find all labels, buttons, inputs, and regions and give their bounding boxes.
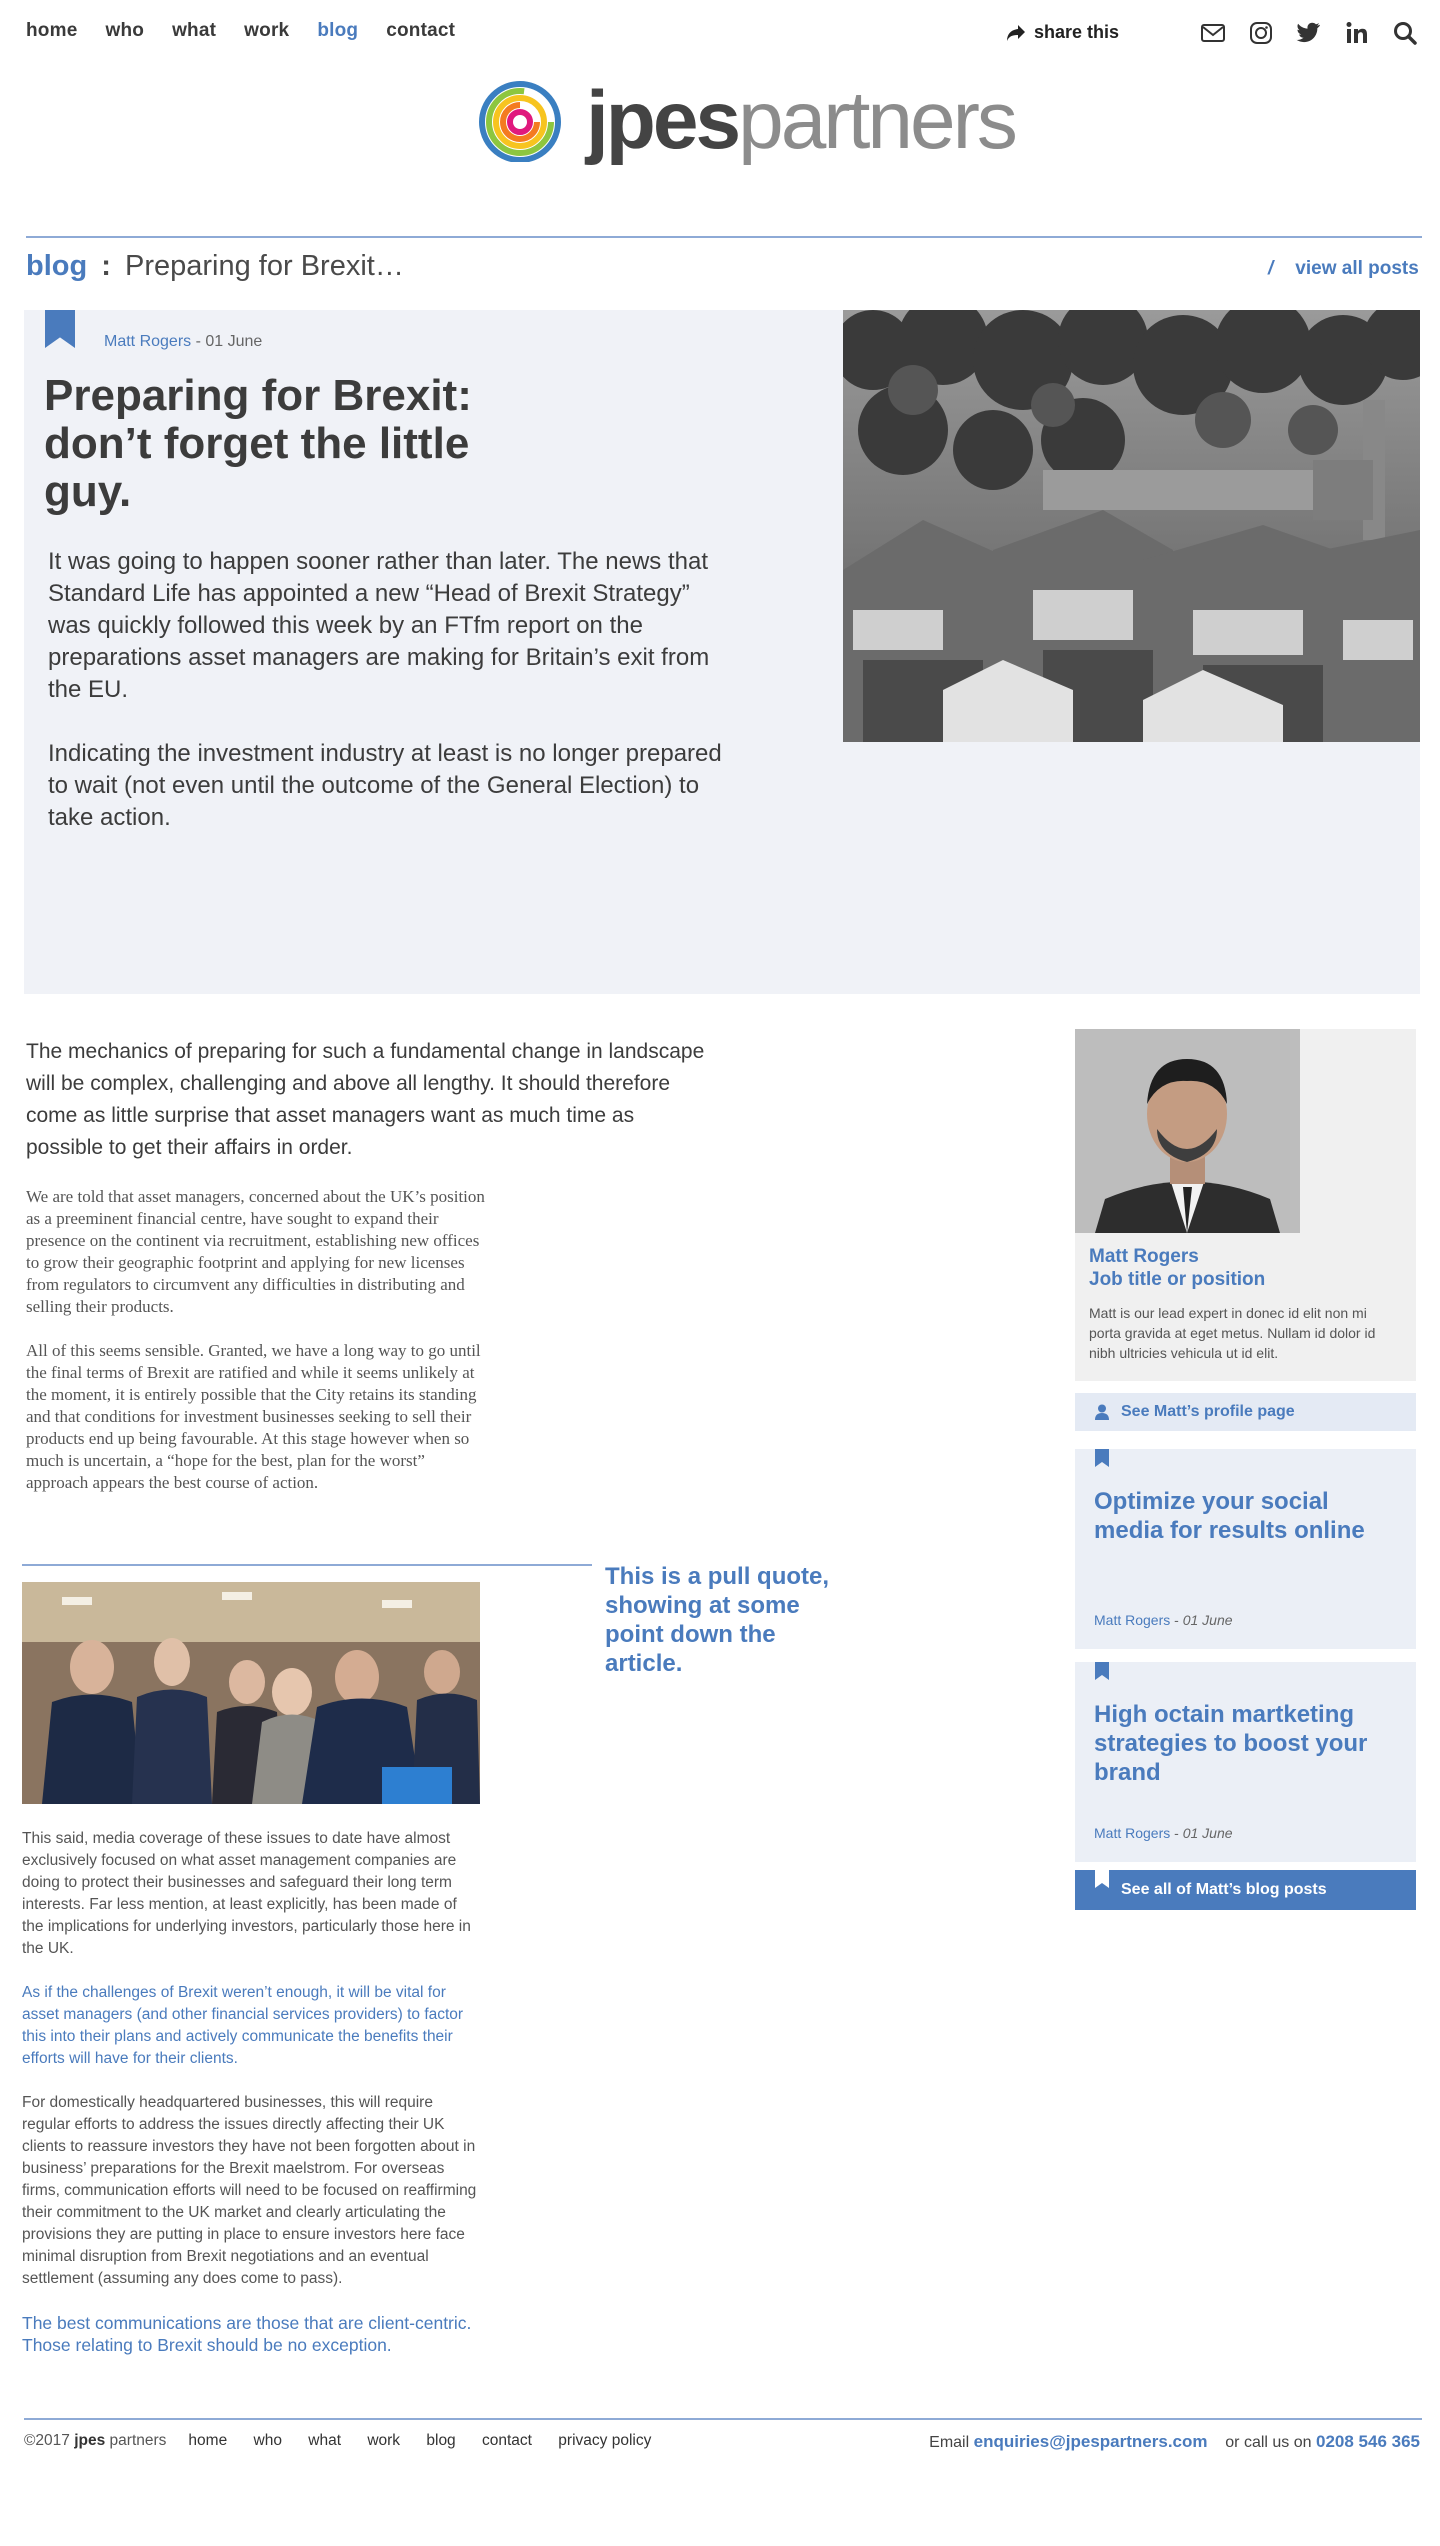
nav-contact[interactable]: contact [386,20,456,41]
social-links [1200,20,1418,46]
related-post-date: 01 June [1182,1825,1233,1841]
logo-bold: jpes [586,75,739,166]
share-icon [1006,24,1026,42]
email-link[interactable]: enquiries@jpespartners.com [973,2432,1208,2451]
author-profile-link[interactable] [1075,1393,1416,1431]
related-post-meta-sep: - [1170,1612,1183,1628]
footer-nav-contact[interactable]: contact [482,2432,532,2449]
instagram-icon[interactable] [1248,20,1274,46]
footer-brand-bold: jpes [74,2432,106,2449]
lead-paragraph: It was going to happen sooner rather than later. The news that Standard Life has appointed a new “Head of Brexit Strategy” was quickly followed this week by an FTfm report on the preparations asset managers are making for Britain’s exit from the EU. [48,548,710,703]
main-nav [26,20,483,42]
body-paragraph: For domestically headquartered businesses, this will require regular efforts to address the issues directly affecting their UK clients to reassure investors they have not been forgotten about in business’ preparations for the Brexit maelstrom. For overseas firms, communication efforts will need to be focused on reaffirming their commitment to the UK market and clearly articulating the provisions they are putting in place to ensure investors here face minimal disruption from Brexit negotiations and an eventual settlement (assuming any does come to pass). [22,2094,477,2287]
body-paragraph-closing: The best communications are those that are client-centric. Those relating to Brexit should be no exception. [22,2313,472,2355]
all-author-posts-button[interactable] [1075,1870,1416,1910]
footer-copyright [24,2432,166,2450]
article-body-top [26,1186,486,1516]
related-post-meta [1094,1825,1233,1841]
footer-contact [929,2432,1420,2452]
author-bio: Matt is our lead expert in donec id elit non mi porta gravida at eget metus. Nullam id dolor id nibh ultricies vehicula ut id elit. [1089,1305,1376,1361]
related-post-date: 01 June [1182,1612,1233,1628]
email-label: Email [929,2434,970,2451]
call-label: or call us on [1225,2434,1312,2451]
related-post-author: Matt Rogers [1094,1825,1171,1841]
site-logo[interactable] [476,75,1015,166]
bookmark-icon [1095,1870,1109,1888]
article-title: Preparing for Brexit: don’t forget the little guy. [44,371,472,516]
related-post-meta-sep: - [1170,1825,1183,1841]
breadcrumb-page: Preparing for Brexit… [125,250,404,282]
author-profile-link-label: See Matt’s profile page [1121,1403,1295,1420]
header-divider [26,236,1422,238]
footer-nav-who[interactable]: who [253,2432,282,2449]
author-name: Matt Rogers [1089,1246,1199,1267]
footer-left [24,2432,651,2450]
footer-nav-what[interactable]: what [308,2432,342,2449]
footer-nav-home[interactable]: home [188,2432,228,2449]
logo-mark-icon [476,80,564,162]
footer-nav-work[interactable]: work [367,2432,401,2449]
logo-light: partners [738,75,1015,166]
nav-blog[interactable]: blog [317,20,359,41]
all-author-posts-label: See all of Matt’s blog posts [1121,1881,1327,1898]
breadcrumb-section[interactable]: blog [26,250,88,282]
footer-nav [166,2432,651,2450]
linkedin-icon[interactable] [1344,20,1370,46]
footer-brand-light: partners [109,2432,167,2449]
author-name-block [1089,1245,1265,1291]
nav-home[interactable]: home [26,20,78,41]
related-post-title[interactable]: High octain martketing strategies to boost your brand [1094,1701,1368,1786]
body-paragraph: We are told that asset managers, concerned about the UK’s position as a preeminent financial centre, have sought to expand their presence on the continent via recruitment, establishing new offices to grow their geographic footprint and applying for new licenses from regulators to circumvent any difficulties in distributing and selling their products. [26,1187,485,1316]
footer-nav-blog[interactable]: blog [426,2432,456,2449]
related-post-meta [1094,1612,1233,1628]
view-all-posts-link[interactable] [1268,258,1419,280]
body-paragraph: All of this seems sensible. Granted, we have a long way to go until the final terms of Brexit are ratified and while it seems unlikely at the moment, it is entirely possible that the City retains its standing and that conditions for investment businesses seeking to sell their products end up being favourable. At this stage however when so much is uncertain, a “hope for the best, plan for the worst” approach appears the best course of action. [26,1341,481,1492]
mail-icon[interactable] [1200,20,1226,46]
body-paragraph-highlight: As if the challenges of Brexit weren’t enough, it will be vital for asset managers (and other financial services providers) to factor this into their plans and actively communicate the benefits their efforts will have for their clients. [22,1984,464,2067]
article-date: 01 June [205,333,263,350]
pull-quote-divider [22,1564,592,1566]
nav-work[interactable]: work [244,20,290,41]
lead-paragraph: Indicating the investment industry at least is no longer prepared to wait (not even until the outcome of the General Election) to take action. [48,740,722,831]
bookmark-icon [1095,1449,1109,1467]
related-post-card[interactable] [1075,1662,1416,1862]
nav-what[interactable]: what [172,20,217,41]
search-icon[interactable] [1392,20,1418,46]
related-post-card[interactable] [1075,1449,1416,1649]
copyright-year: ©2017 [24,2432,70,2449]
twitter-icon[interactable] [1296,20,1322,46]
body-paragraph: This said, media coverage of these issues to date have almost exclusively focused on what asset management companies are doing to protect their businesses and safeguard their long term interests. Far less mention, at least explicitly, has been made of the implications for underlying investors, particularly those here in the UK. [22,1830,471,1957]
article-photo [22,1582,480,1804]
share-label: share this [1034,22,1120,42]
related-post-title[interactable]: Optimize your social media for results online [1094,1488,1365,1544]
article-meta-sep: - [191,333,206,350]
footer-divider [24,2418,1422,2420]
view-all-slash: / [1268,258,1274,279]
breadcrumb-separator: : [101,250,111,282]
related-post-author: Matt Rogers [1094,1612,1171,1628]
footer-nav-privacy[interactable]: privacy policy [558,2432,652,2449]
view-all-label: view all posts [1295,258,1419,279]
breadcrumb [26,250,404,283]
author-position: Job title or position [1089,1269,1266,1290]
phone-link[interactable]: 0208 546 365 [1316,2432,1420,2451]
share-button[interactable] [1006,22,1119,43]
logo-wordmark [586,75,1015,166]
article-body-bottom [22,1828,482,2378]
pull-quote: This is a pull quote, showing at some point down the article. [605,1563,830,1677]
hero-image [843,310,1420,742]
bookmark-icon [1095,1662,1109,1680]
article-meta [104,333,262,351]
author-avatar [1075,1029,1300,1233]
user-icon [1095,1404,1109,1420]
article-lead [48,546,728,866]
article-intro: The mechanics of preparing for such a fundamental change in landscape will be complex, challenging and above all lengthy. It should therefore come as little surprise that asset managers want as much time as possible to get their affairs in order. [26,1040,705,1159]
nav-who[interactable]: who [105,20,145,41]
article-author[interactable]: Matt Rogers [104,333,192,350]
